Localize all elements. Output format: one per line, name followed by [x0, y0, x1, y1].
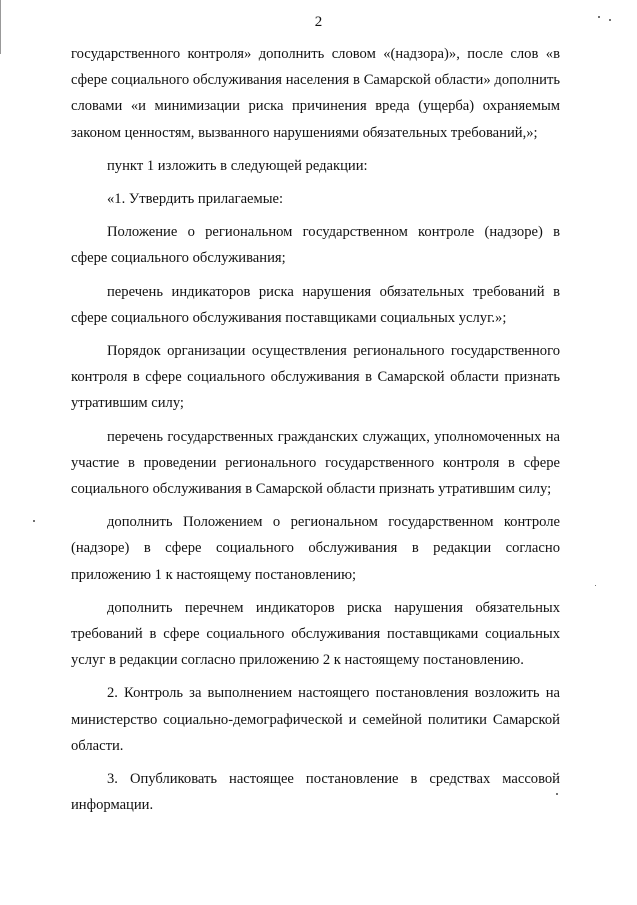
paragraph-procedure-void: Порядок организации осуществления регионального государственного контроля в сфере социального обслуживания в Самарской области признать утратившим силу;: [71, 343, 560, 412]
document-body: [71, 41, 560, 818]
scan-speck: [595, 585, 596, 586]
paragraph-add-regulation: дополнить Положением о региональном государственном контроле (надзоре) в сфере социального обслуживания в редакции согласно приложению 1 к настоящему постановлению;: [71, 514, 560, 583]
scan-speck: [33, 520, 35, 522]
paragraph-control: 2. Контроль за выполнением настоящего постановления возложить на министерство социально-демографической и семейной политики Самарской области.: [71, 685, 560, 754]
paragraph-regulation: Положение о региональном государственном контроле (надзоре) в сфере социального обслуживания;: [71, 224, 560, 267]
paragraph-point-1-intro: пункт 1 изложить в следующей редакции:: [107, 157, 368, 174]
scan-speck: [598, 16, 600, 18]
paragraph-continuation: государственного контроля» дополнить словом «(надзора)», после слов «в сфере социального обслуживания населения в Самарской области» дополнить словами «и минимизации риска причинения вреда (ущерба) охраняемым законом ценностям, вызванного нарушениями обязательных требований,»;: [71, 46, 560, 141]
scan-speck: [556, 793, 558, 795]
paragraph-indicators-list: перечень индикаторов риска нарушения обязательных требований в сфере социального обслуживания поставщиками социальных услуг.»;: [71, 283, 560, 326]
paragraph-officials-void: перечень государственных гражданских служащих, уполномоченных на участие в проведении регионального государственного контроля в сфере социального обслуживания в Самарской области признать утратившим силу;: [71, 428, 560, 498]
paragraph-publish: 3. Опубликовать настоящее постановление в средствах массовой информации.: [71, 771, 560, 814]
paragraph-add-indicators: дополнить перечнем индикаторов риска нарушения обязательных требований в сфере социального обслуживания поставщиками социальных услуг в редакции согласно приложению 2 к настоящему постановлению.: [71, 599, 560, 669]
paragraph-approve: «1. Утвердить прилагаемые:: [107, 191, 284, 208]
page-number: 2: [314, 14, 323, 30]
scan-speck: [609, 19, 611, 21]
